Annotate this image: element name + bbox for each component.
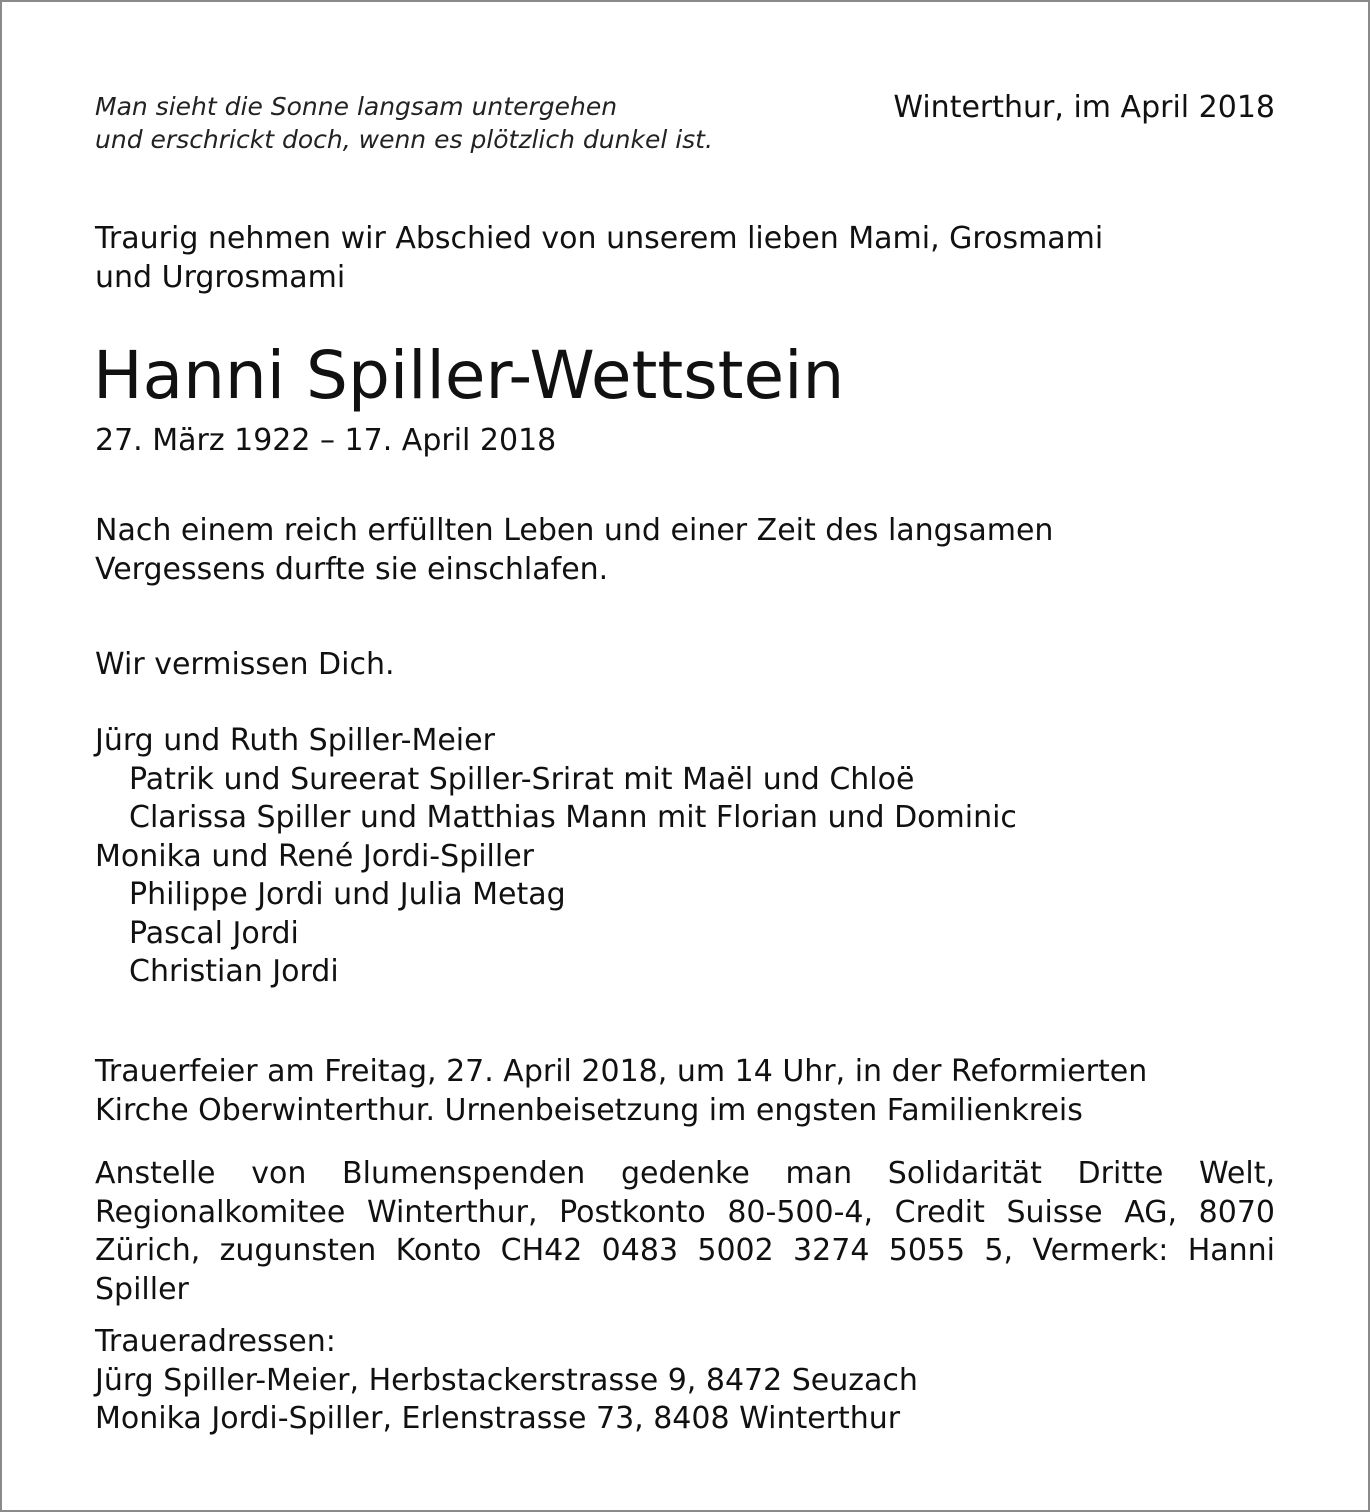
intro-line: und Urgrosmami — [95, 259, 346, 295]
quote-line: Man sieht die Sonne langsam untergehen — [95, 92, 618, 121]
family-member: Patrik und Sureerat Spiller-Srirat mit Maël und Chloë — [129, 761, 915, 797]
deceased-name: Hanni Spiller-Wettstein — [93, 337, 845, 414]
miss-statement: Wir vermissen Dich. — [95, 647, 395, 682]
epigraph-quote — [95, 90, 713, 156]
family-member: Monika und René Jordi-Spiller — [95, 838, 535, 874]
intro-line: Traurig nehmen wir Abschied von unserem lieben Mami, Grosmami — [95, 221, 1104, 256]
life-dates: 27. März 1922 – 17. April 2018 — [95, 423, 557, 458]
addresses-heading: Traueradressen: — [95, 1324, 336, 1359]
family-list — [95, 722, 1017, 992]
family-member: Clarissa Spiller und Matthias Mann mit Florian und Dominic — [129, 800, 1017, 835]
address-line: Jürg Spiller-Meier, Herbstackerstrasse 9, 8472 Seuzach — [95, 1362, 918, 1398]
life-line: Nach einem reich erfüllten Leben und einer Zeit des langsamen — [95, 513, 1054, 548]
address-line: Monika Jordi-Spiller, Erlenstrasse 73, 8408 Winterthur — [95, 1401, 901, 1436]
intro-text — [95, 220, 1103, 297]
place-date: Winterthur, im April 2018 — [893, 90, 1275, 125]
life-line: Vergessens durfte sie einschlafen. — [95, 551, 609, 587]
life-statement — [95, 512, 1053, 589]
family-member: Pascal Jordi — [129, 915, 299, 951]
family-member: Philippe Jordi und Julia Metag — [129, 877, 566, 912]
service-line: Trauerfeier am Freitag, 27. April 2018, um 14 Uhr, in der Reformierten — [95, 1054, 1148, 1089]
mourning-addresses — [95, 1323, 918, 1439]
quote-line: und erschrickt doch, wenn es plötzlich dunkel ist. — [95, 125, 713, 154]
family-member: Jürg und Ruth Spiller-Meier — [95, 723, 495, 758]
funeral-service-info — [95, 1053, 1147, 1130]
donation-info: Anstelle von Blumenspenden gedenke man Solidarität Dritte Welt, Regionalkomitee Winterthur, Postkonto 80-500-4, Credit Suisse AG, 8070 Zürich, zugunsten Konto CH42 0483 5002 3274 5055 5, Vermerk: Hanni Spiller — [95, 1156, 1275, 1307]
family-member: Christian Jordi — [129, 954, 339, 989]
service-line: Kirche Oberwinterthur. Urnenbeisetzung im engsten Familienkreis — [95, 1092, 1083, 1128]
